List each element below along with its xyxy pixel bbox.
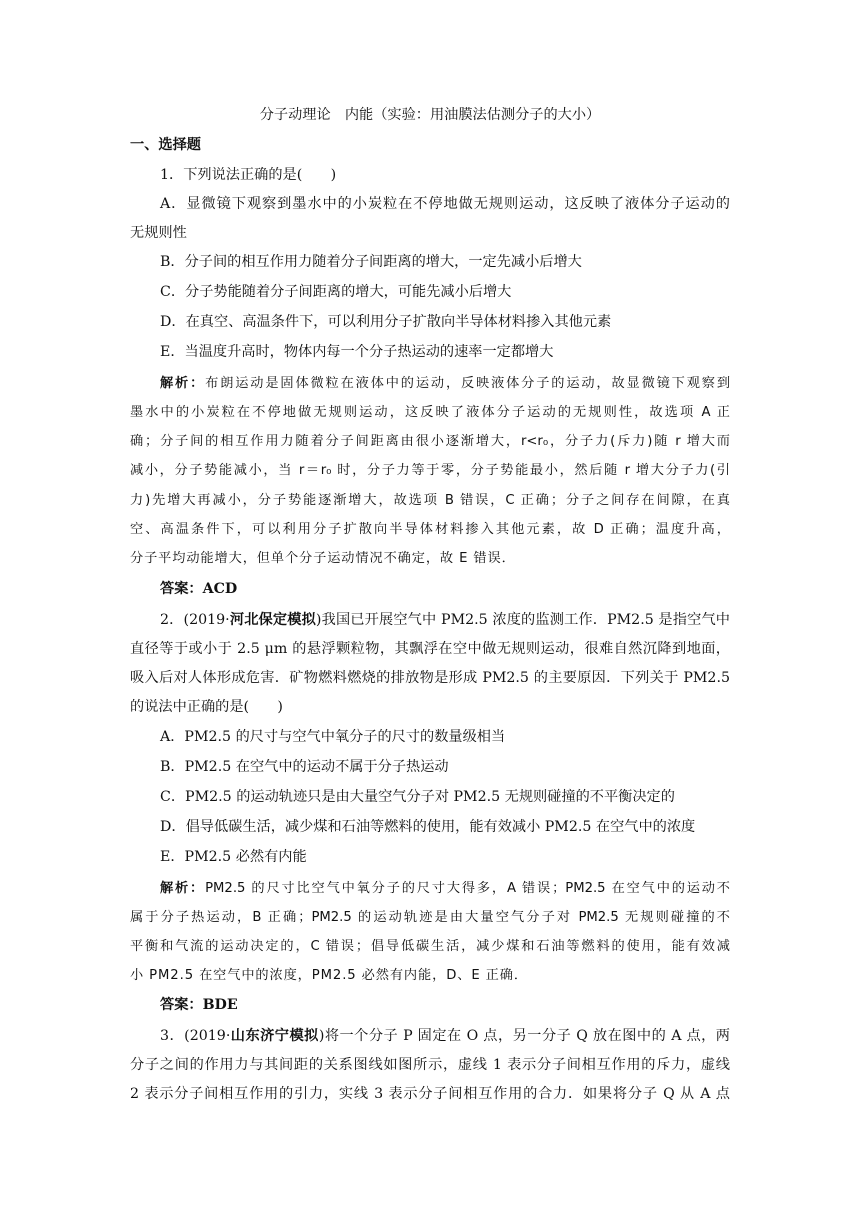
q1-option-a: A．显微镜下观察到墨水中的小炭粒在不停地做无规则运动，这反映了液体分子运动的 bbox=[160, 196, 730, 212]
q2-option-e: E．PM2.5 必然有内能 bbox=[160, 849, 307, 865]
q3-stem-text: )将一个分子 P 固定在 O 点，另一分子 Q 放在图中的 A 点，两 bbox=[318, 1028, 730, 1044]
q2-analysis-line-3: 平衡和气流的运动决定的，C 错误；倡导低碳生活，减少煤和石油等燃料的使用，能有效减 bbox=[130, 939, 730, 954]
q1-analysis-line-5: 力)先增大再减小，分子势能逐渐增大，故选项 B 错误，C 正确；分子之间存在间隙，在真 bbox=[130, 493, 730, 508]
q1-analysis-label: 解析： bbox=[160, 376, 206, 391]
q3-stem-line-3: 2 表示分子间相互作用的引力，实线 3 表示分子间相互作用的合力．如果将分子 Q 从 A 点 bbox=[130, 1086, 730, 1102]
q1-option-a-cont: 无规则性 bbox=[130, 225, 187, 241]
q2-analysis bbox=[160, 877, 730, 896]
q2-stem-line-1 bbox=[160, 609, 730, 629]
q1-option-d: D．在真空、高温条件下，可以利用分子扩散向半导体材料掺入其他元素 bbox=[160, 314, 612, 330]
q1-answer: 答案：ACD bbox=[160, 581, 238, 597]
q3-stem-line-2: 分子之间的作用力与其间距的关系图线如图所示，虚线 1 表示分子间相互作用的斥力，虚线 bbox=[130, 1057, 730, 1073]
q2-analysis-label: 解析： bbox=[160, 881, 206, 896]
q1-analysis-line-3: 确；分子间的相互作用力随着分子间距离由很小逐渐增大，r<r₀，分子力(斥力)随 r 增大而 bbox=[130, 434, 730, 449]
page-title: 分子动理论 内能（实验：用油膜法估测分子的大小） bbox=[259, 107, 601, 123]
q2-analysis-line-1: PM2.5 的尺寸比空气中氧分子的尺寸大得多，A 错误；PM2.5 在空气中的运动不 bbox=[205, 881, 730, 896]
q1-analysis-line-7: 分子平均动能增大，但单个分子运动情况不确定，故 E 错误． bbox=[130, 551, 516, 566]
q2-option-b: B．PM2.5 在空气中的运动不属于分子热运动 bbox=[160, 759, 449, 775]
q1-analysis-line-1: 布朗运动是固体微粒在液体中的运动，反映液体分子的运动，故显微镜下观察到 bbox=[205, 376, 731, 391]
q2-option-c: C．PM2.5 的运动轨迹只是由大量空气分子对 PM2.5 无规则碰撞的不平衡决定的 bbox=[160, 789, 675, 805]
q1-option-e: E．当温度升高时，物体内每一个分子热运动的速率一定都增大 bbox=[160, 344, 554, 360]
q2-option-a: A．PM2.5 的尺寸与空气中氧分子的尺寸的数量级相当 bbox=[160, 729, 506, 745]
q1-analysis-line-4: 减小，分子势能减小，当 r＝r₀ 时，分子力等于零，分子势能最小，然后随 r 增大分子力(引 bbox=[130, 463, 730, 478]
q1-analysis-line-6: 空、高温条件下，可以利用分子扩散向半导体材料掺入其他元素，故 D 正确；温度升高， bbox=[130, 522, 730, 537]
q2-option-d: D．倡导低碳生活，减少煤和石油等燃料的使用，能有效减小 PM2.5 在空气中的浓度 bbox=[160, 819, 696, 835]
q1-option-c: C．分子势能随着分子间距离的增大，可能先减小后增大 bbox=[160, 284, 512, 300]
q1-option-b: B．分子间的相互作用力随着分子间距离的增大，一定先减小后增大 bbox=[160, 254, 582, 270]
q2-number: 2．(2019· bbox=[160, 612, 230, 628]
q1-stem: 1．下列说法正确的是( ) bbox=[160, 167, 337, 183]
q2-stem-line-3: 吸入后对人体形成危害．矿物燃料燃烧的排放物是形成 PM2.5 的主要原因．下列关于 PM2.5 bbox=[130, 670, 730, 686]
section-heading: 一、选择题 bbox=[130, 137, 201, 153]
q2-stem-line-2: 直径等于或小于 2.5 μm 的悬浮颗粒物，其飘浮在空中做无规则运动，很难自然沉降到地面， bbox=[130, 641, 730, 657]
q1-analysis bbox=[160, 372, 730, 391]
q3-number: 3．(2019· bbox=[160, 1028, 231, 1044]
q3-source: 山东济宁模拟 bbox=[230, 1028, 319, 1044]
q2-answer: 答案：BDE bbox=[160, 997, 238, 1013]
q1-analysis-line-2: 墨水中的小炭粒在不停地做无规则运动，这反映了液体分子运动的无规则性，故选项 A 正 bbox=[130, 405, 730, 420]
q3-stem-line-1 bbox=[160, 1025, 730, 1045]
q2-analysis-line-4: 小 PM2.5 在空气中的浓度，PM2.5 必然有内能，D、E 正确． bbox=[130, 968, 528, 983]
q2-source: 河北保定模拟 bbox=[229, 612, 316, 628]
q2-analysis-line-2: 属于分子热运动，B 正确；PM2.5 的运动轨迹是由大量空气分子对 PM2.5 无规则碰撞的不 bbox=[130, 910, 730, 925]
q2-stem-text: )我国已开展空气中 PM2.5 浓度的监测工作．PM2.5 是指空气中 bbox=[315, 612, 730, 628]
q2-stem-line-4: 的说法中正确的是( ) bbox=[130, 699, 283, 715]
